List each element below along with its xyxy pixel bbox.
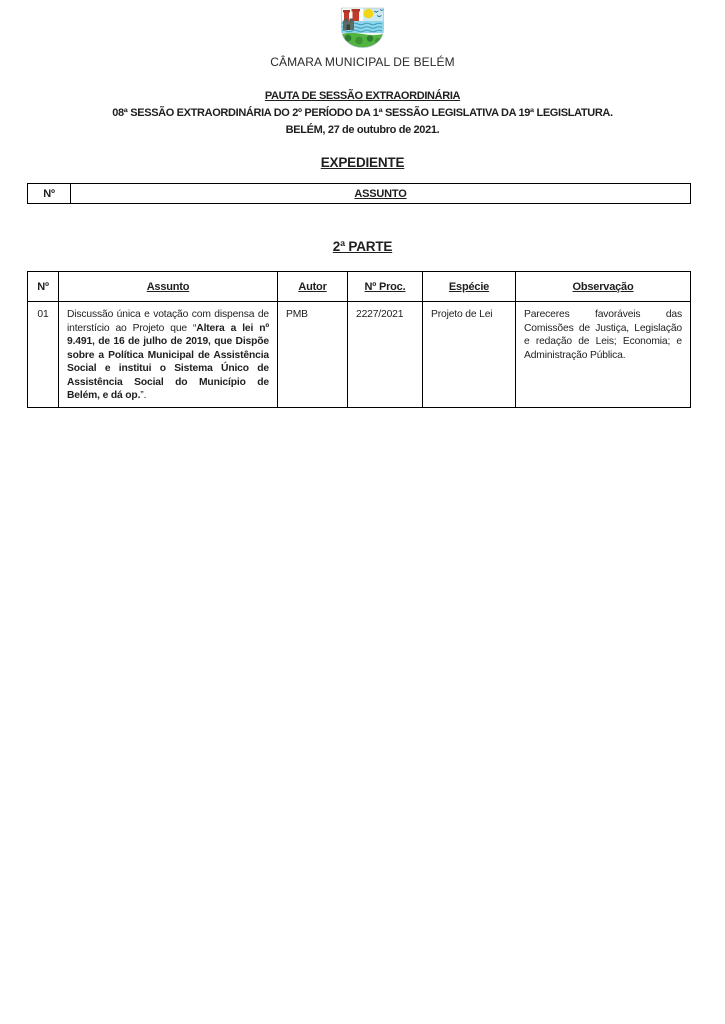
expediente-header-row [28, 184, 691, 204]
expediente-table [27, 183, 691, 204]
expediente-header-numero: Nº [28, 184, 71, 204]
parte2-header-especie: Espécie [423, 272, 516, 302]
parte2-header-observacao: Observação [516, 272, 691, 302]
title-block [0, 88, 725, 139]
table-row [28, 302, 691, 408]
belem-coat-of-arms-logo [340, 7, 385, 48]
cell-assunto: Discussão única e votação com dispensa de interstício ao Projeto que “Altera a lei nº 9.491, de 16 de julho de 2019, que Dispõe sobre a Política Municipal de Assistência Social e institui o Sistema Único de Assistência Social do Município de Belém, e dá op.”. [59, 302, 278, 408]
parte2-header-proc: Nº Proc. [348, 272, 423, 302]
cell-numero: 01 [28, 302, 59, 408]
parte2-header-autor: Autor [278, 272, 348, 302]
organization-name: CÂMARA MUNICIPAL DE BELÉM [270, 55, 455, 69]
cell-autor: PMB [278, 302, 348, 408]
cell-especie: Projeto de Lei [423, 302, 516, 408]
parte2-heading: 2ª PARTE [332, 239, 393, 254]
parte2-header-assunto: Assunto [59, 272, 278, 302]
parte2-header-numero: Nº [28, 272, 59, 302]
document-title: PAUTA DE SESSÃO EXTRAORDINÁRIA [264, 90, 461, 102]
date-line: BELÉM, 27 de outubro de 2021. [285, 124, 440, 136]
cell-observacao: Pareceres favoráveis das Comissões de Justiça, Legislação e redação de Leis; Economia; e Administração Pública. [516, 302, 691, 408]
parte2-header-row [28, 272, 691, 302]
document-header [0, 0, 725, 69]
cell-num-proc: 2227/2021 [348, 302, 423, 408]
parte2-table [27, 271, 691, 408]
session-subtitle: 08ª SESSÃO EXTRAORDINÁRIA DO 2º PERÍODO DA 1ª SESSÃO LEGISLATIVA DA 19ª LEGISLATURA. [112, 107, 613, 119]
expediente-header-assunto: ASSUNTO [71, 184, 691, 204]
expediente-heading: EXPEDIENTE [320, 155, 405, 170]
